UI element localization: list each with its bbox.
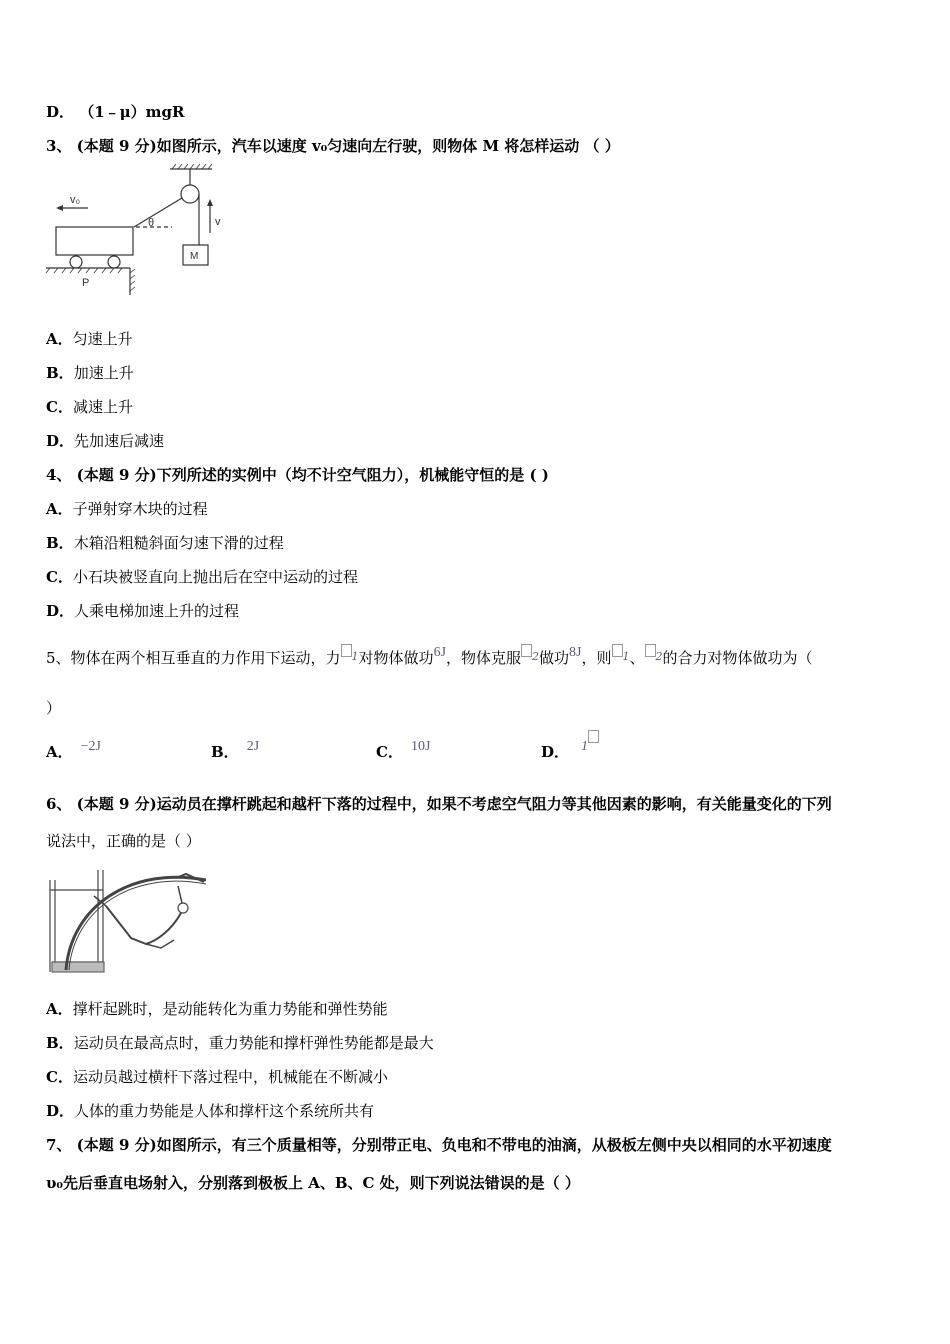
label-theta: θ: [148, 217, 155, 229]
q6-option-c: [46, 1067, 388, 1087]
question-7-line-2: υ₀先后垂直电场射入，分别落到极板上 A、B、C 处，则下列说法错误的是（ ）: [46, 1174, 580, 1192]
q3-option-c: [46, 397, 133, 417]
wheel-left: [70, 256, 82, 268]
option-text: 人乘电梯加速上升的过程: [74, 602, 240, 620]
option-text: （1﹣μ）mgR: [79, 103, 185, 121]
placeholder-box: [588, 730, 599, 743]
option-value: −2J: [80, 739, 101, 754]
option-text: 小石块被竖直向上抛出后在空中运动的过程: [72, 568, 358, 586]
label-v0: v₀: [70, 194, 81, 206]
option-letter: A．: [46, 330, 73, 348]
option-text: 先加速后减速: [74, 432, 165, 450]
q5-text-7: 的合力对物体做功为（: [662, 649, 813, 667]
placeholder-box: [645, 644, 656, 657]
bent-pole: [66, 877, 206, 970]
athlete-legs: [146, 940, 174, 948]
option-letter: B．: [46, 364, 74, 382]
q5-text-6: 、: [629, 649, 645, 667]
landing-pad: [52, 962, 104, 972]
athlete-head: [178, 903, 188, 913]
option-letter: D．: [46, 432, 75, 450]
q6-option-b: [46, 1033, 434, 1053]
ceiling-hatch: [172, 164, 212, 169]
option-letter: C．: [46, 1068, 73, 1086]
option-text: 子弹射穿木块的过程: [72, 500, 208, 518]
option-letter: C．: [46, 568, 73, 586]
question-6-line-2: 说法中，正确的是（ ）: [46, 832, 201, 850]
q2-option-d: [46, 102, 185, 122]
option-letter: A．: [46, 1000, 73, 1018]
force-f2-subscript: 2: [532, 650, 540, 663]
q6-option-a: [46, 999, 388, 1019]
q5-option-b: [211, 739, 260, 764]
rope-slanted: [134, 198, 182, 227]
label-v: v: [215, 216, 221, 228]
wheel-right: [108, 256, 120, 268]
option-letter: B．: [46, 1034, 74, 1052]
placeholder-box: [612, 644, 623, 657]
question-7-line-1: 7、 (本题 9 分)如图所示，有三个质量相等，分别带正电、负电和不带电的油滴，从极板左侧中央以相同的水平初速度: [46, 1136, 832, 1154]
force-f1-subscript: 1: [622, 650, 630, 663]
option-text: 运动员在最高点时，重力势能和撑杆弹性势能都是最大: [73, 1034, 434, 1052]
q3-option-a: [46, 329, 133, 349]
force-f1-subscript: 1: [351, 650, 359, 663]
option-text: 人体的重力势能是人体和撑杆这个系统所共有: [74, 1102, 375, 1120]
q5-text-5: ，则: [581, 649, 612, 667]
q3-option-b: [46, 363, 134, 383]
option-letter: A．: [46, 743, 73, 761]
car-body: [56, 227, 133, 255]
option-value: 10J: [410, 739, 431, 754]
work-value-1: 6J: [433, 645, 447, 660]
option-letter: B．: [46, 534, 74, 552]
option-text: 运动员越过横杆下落过程中，机械能在不断减小: [72, 1068, 388, 1086]
placeholder-box: [341, 644, 352, 657]
placeholder-box: [521, 644, 532, 657]
work-value-2: 8J: [569, 645, 582, 660]
ground-hatch: [46, 268, 122, 273]
option-letter: D．: [46, 1102, 75, 1120]
question-5-stem: [46, 645, 813, 670]
option-text: 撑杆起跳时，是动能转化为重力势能和弹性势能: [72, 1000, 388, 1018]
v-arrow-head: [207, 199, 213, 206]
wall-hatch: [130, 269, 135, 291]
q5-option-c: [376, 739, 431, 764]
option-value: 2J: [246, 739, 260, 754]
question-4-stem: 4、 (本题 9 分)下列所述的实例中（均不计空气阻力），机械能守恒的是 ( ): [46, 466, 549, 484]
v0-arrow-head: [56, 205, 63, 211]
option-text: 木箱沿粗糙斜面匀速下滑的过程: [73, 534, 284, 552]
option-letter: C．: [46, 398, 73, 416]
pulley: [181, 185, 199, 203]
q5-text-4: 做功: [539, 649, 570, 667]
q5-option-a: [46, 739, 101, 764]
option-letter: D．: [46, 602, 75, 620]
question-6-line-1: 6、 (本题 9 分)运动员在撑杆跳起和越杆下落的过程中，如果不考虑空气阻力等其他因素的影响，有关能量变化的下列: [46, 795, 832, 813]
q3-option-d: [46, 431, 164, 451]
option-letter: C．: [376, 743, 403, 761]
q5-option-d: [541, 739, 599, 764]
option-text: 减速上升: [72, 398, 133, 416]
q5-close-paren: ）: [46, 699, 62, 717]
q6-option-d: [46, 1101, 374, 1121]
option-letter: D．: [46, 103, 75, 121]
q4-option-d: [46, 601, 239, 621]
q4-option-a: [46, 499, 208, 519]
option-text: 加速上升: [73, 364, 134, 382]
q5-text-2: 对物体做功: [358, 649, 434, 667]
q5-text-3: ，物体克服: [446, 649, 522, 667]
pole-vault-figure: [46, 866, 216, 974]
option-value: 1: [581, 739, 589, 754]
q5-text-1: 5、物体在两个相互垂直的力作用下运动，力: [46, 649, 341, 667]
car-pulley-figure: [44, 163, 244, 298]
option-text: 匀速上升: [72, 330, 133, 348]
q4-option-c: [46, 567, 358, 587]
label-m: M: [190, 251, 199, 262]
athlete-body: [106, 906, 181, 944]
option-letter: B．: [211, 743, 239, 761]
option-letter: A．: [46, 500, 73, 518]
question-3-stem: 3、 (本题 9 分)如图所示，汽车以速度 v₀匀速向左行驶，则物体 M 将怎样运动 （ ）: [46, 137, 620, 155]
option-letter: D．: [541, 743, 570, 761]
label-p: P: [82, 277, 90, 289]
q4-option-b: [46, 533, 284, 553]
force-f2-subscript: 2: [655, 650, 663, 663]
